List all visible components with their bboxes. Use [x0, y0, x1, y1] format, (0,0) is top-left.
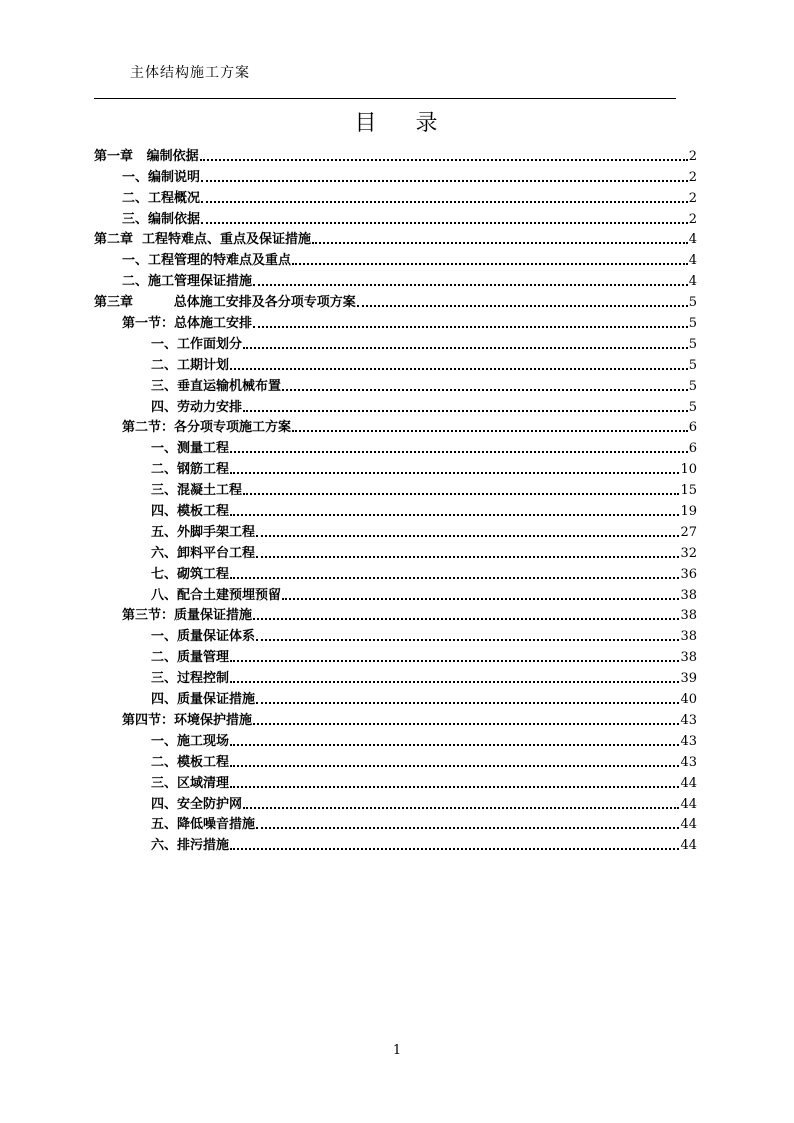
toc-leader-dots [312, 242, 688, 244]
toc-leader-dots [230, 660, 679, 662]
toc-entry[interactable] [94, 435, 697, 456]
toc-leader-dots [201, 180, 688, 182]
toc-leader-dots [243, 347, 688, 349]
toc-leader-dots [243, 493, 679, 495]
toc-entry-page: 2 [688, 148, 697, 164]
toc-entry-label: 一、工程管理的特难点及重点 [122, 253, 292, 269]
toc-entry[interactable] [94, 456, 697, 477]
toc-leader-dots [230, 514, 679, 516]
toc-entry-page: 5 [688, 295, 697, 311]
toc-leader-dots [230, 744, 679, 746]
toc-entry-label: 二、施工管理保证措施 [122, 274, 253, 290]
toc-leader-dots [243, 410, 688, 412]
running-header: 主体结构施工方案 [130, 65, 250, 81]
toc-entry-label: 四、质量保证措施 [151, 692, 256, 708]
toc-leader-dots [230, 786, 679, 788]
toc-leader-dots [282, 598, 679, 600]
toc-entry[interactable] [94, 707, 697, 728]
toc-entry-label: 三、过程控制 [151, 671, 230, 687]
toc-leader-dots [253, 326, 688, 328]
toc-leader-dots [200, 159, 688, 161]
toc-leader-dots [253, 723, 679, 725]
toc-entry-label: 第二章 工程特难点、重点及保证措施 [94, 232, 312, 248]
toc-leader-dots [230, 472, 679, 474]
toc-entry[interactable] [94, 728, 697, 749]
toc-entry[interactable] [94, 227, 697, 248]
toc-entry-page: 44 [680, 775, 697, 791]
toc-leader-dots [292, 430, 688, 432]
toc-entry-label: 三、编制依据 [122, 211, 201, 227]
toc-entry-label: 八、配合土建预埋预留 [151, 587, 282, 603]
toc-entry-page: 5 [688, 378, 697, 394]
toc-entry-label: 第三章 总体施工安排及各分项专项方案 [94, 295, 356, 311]
toc-entry-label: 二、质量管理 [151, 650, 230, 666]
toc-entry-page: 4 [688, 274, 697, 290]
toc-entry[interactable] [94, 686, 697, 707]
toc-entry-page: 43 [680, 733, 697, 749]
page-number: 1 [392, 1043, 402, 1058]
toc-entry-page: 5 [688, 357, 697, 373]
toc-entry-page: 38 [680, 650, 697, 666]
toc-entry-label: 二、模板工程 [151, 754, 230, 770]
toc-entry-label: 六、排污措施 [151, 838, 230, 854]
toc-entry[interactable] [94, 373, 697, 394]
toc-entry-page: 39 [680, 671, 697, 687]
toc-entry[interactable] [94, 206, 697, 227]
toc-entry-page: 43 [680, 754, 697, 770]
toc-entry-label: 二、工程概况 [122, 190, 201, 206]
toc-entry-page: 40 [680, 692, 697, 708]
toc-leader-dots [230, 681, 679, 683]
toc-entry-page: 5 [688, 336, 697, 352]
toc-leader-dots [292, 263, 688, 265]
toc-leader-dots [256, 827, 679, 829]
toc-entry[interactable] [94, 519, 697, 540]
toc-entry[interactable] [94, 415, 697, 436]
toc-leader-dots [282, 389, 688, 391]
toc-entry-page: 6 [688, 420, 697, 436]
toc-entry[interactable] [94, 268, 697, 289]
toc-entry[interactable] [94, 561, 697, 582]
toc-entry[interactable] [94, 832, 697, 853]
toc-leader-dots [230, 765, 679, 767]
toc-entry-page: 5 [688, 316, 697, 332]
toc-entry-label: 第四节：环境保护措施 [122, 712, 253, 728]
toc-entry-page: 43 [680, 712, 697, 728]
toc-entry[interactable] [94, 352, 697, 373]
toc-leader-dots [230, 848, 679, 850]
toc-entry-page: 38 [680, 608, 697, 624]
toc-entry-page: 4 [688, 253, 697, 269]
toc-entry-label: 二、工期计划 [151, 357, 230, 373]
toc-leader-dots [256, 535, 679, 537]
toc-entry-page: 10 [680, 462, 697, 478]
toc-entry-page: 15 [680, 483, 697, 499]
toc-leader-dots [256, 556, 679, 558]
toc-leader-dots [201, 201, 688, 203]
toc-entry[interactable] [94, 477, 697, 498]
toc-leader-dots [357, 305, 688, 307]
toc-entry-page: 2 [688, 169, 697, 185]
toc-entry-page: 32 [680, 545, 697, 561]
toc-leader-dots [256, 639, 679, 641]
toc-entry-page: 38 [680, 629, 697, 645]
toc-entry-label: 六、卸料平台工程 [151, 545, 256, 561]
toc-entry-label: 第二节：各分项专项施工方案 [122, 420, 292, 436]
toc-entry[interactable] [94, 770, 697, 791]
toc-leader-dots [256, 702, 679, 704]
toc-leader-dots [243, 807, 679, 809]
toc-entry-label: 七、砌筑工程 [151, 566, 230, 582]
toc-entry-label: 一、工作面划分 [151, 336, 243, 352]
toc-entry[interactable] [94, 623, 697, 644]
toc-entry[interactable] [94, 582, 697, 603]
toc-leader-dots [253, 284, 688, 286]
toc-entry-label: 三、混凝土工程 [151, 483, 243, 499]
toc-entry[interactable] [94, 540, 697, 561]
toc-entry[interactable] [94, 603, 697, 624]
toc-entry-page: 2 [688, 190, 697, 206]
toc-entry-page: 19 [680, 504, 697, 520]
toc-entry-page: 27 [680, 524, 697, 540]
header-rule [94, 98, 676, 99]
toc-leader-dots [201, 222, 688, 224]
toc-entry-label: 第一章 编制依据 [94, 148, 199, 164]
toc-entry[interactable] [94, 791, 697, 812]
toc-entry[interactable] [94, 394, 697, 415]
toc-entry[interactable] [94, 310, 697, 331]
toc-entry-label: 第一节：总体施工安排 [122, 316, 253, 332]
toc-title: 目 录 [354, 111, 440, 136]
toc-leader-dots [253, 618, 679, 620]
table-of-contents [94, 143, 697, 853]
toc-entry-page: 38 [680, 587, 697, 603]
toc-entry[interactable] [94, 331, 697, 352]
toc-entry[interactable] [94, 247, 697, 268]
toc-entry-label: 四、劳动力安排 [151, 399, 243, 415]
toc-entry[interactable] [94, 812, 697, 833]
toc-entry-page: 44 [680, 796, 697, 812]
toc-entry[interactable] [94, 644, 697, 665]
toc-entry-label: 第三节：质量保证措施 [122, 608, 253, 624]
toc-entry-page: 5 [688, 399, 697, 415]
toc-entry-label: 一、编制说明 [122, 169, 201, 185]
toc-entry-page: 44 [680, 838, 697, 854]
toc-entry-label: 三、区域清理 [151, 775, 230, 791]
toc-leader-dots [230, 368, 688, 370]
toc-entry[interactable] [94, 665, 697, 686]
toc-entry-label: 一、质量保证体系 [151, 629, 256, 645]
toc-entry-page: 44 [680, 817, 697, 833]
toc-entry-label: 五、降低噪音措施 [151, 817, 256, 833]
toc-entry[interactable] [94, 143, 697, 164]
toc-entry-label: 一、施工现场 [151, 733, 230, 749]
toc-leader-dots [230, 577, 679, 579]
toc-entry-label: 二、钢筋工程 [151, 462, 230, 478]
toc-leader-dots [230, 451, 688, 453]
toc-entry-label: 四、安全防护网 [151, 796, 243, 812]
toc-entry-label: 三、垂直运输机械布置 [151, 378, 282, 394]
toc-entry-page: 36 [680, 566, 697, 582]
toc-entry-page: 2 [688, 211, 697, 227]
toc-entry[interactable] [94, 498, 697, 519]
toc-entry[interactable] [94, 164, 697, 185]
toc-entry[interactable] [94, 749, 697, 770]
toc-entry-label: 四、模板工程 [151, 504, 230, 520]
toc-entry[interactable] [94, 289, 697, 310]
toc-entry-page: 6 [688, 441, 697, 457]
toc-entry-page: 4 [688, 232, 697, 248]
toc-entry-label: 五、外脚手架工程 [151, 524, 256, 540]
toc-entry[interactable] [94, 185, 697, 206]
toc-entry-label: 一、测量工程 [151, 441, 230, 457]
